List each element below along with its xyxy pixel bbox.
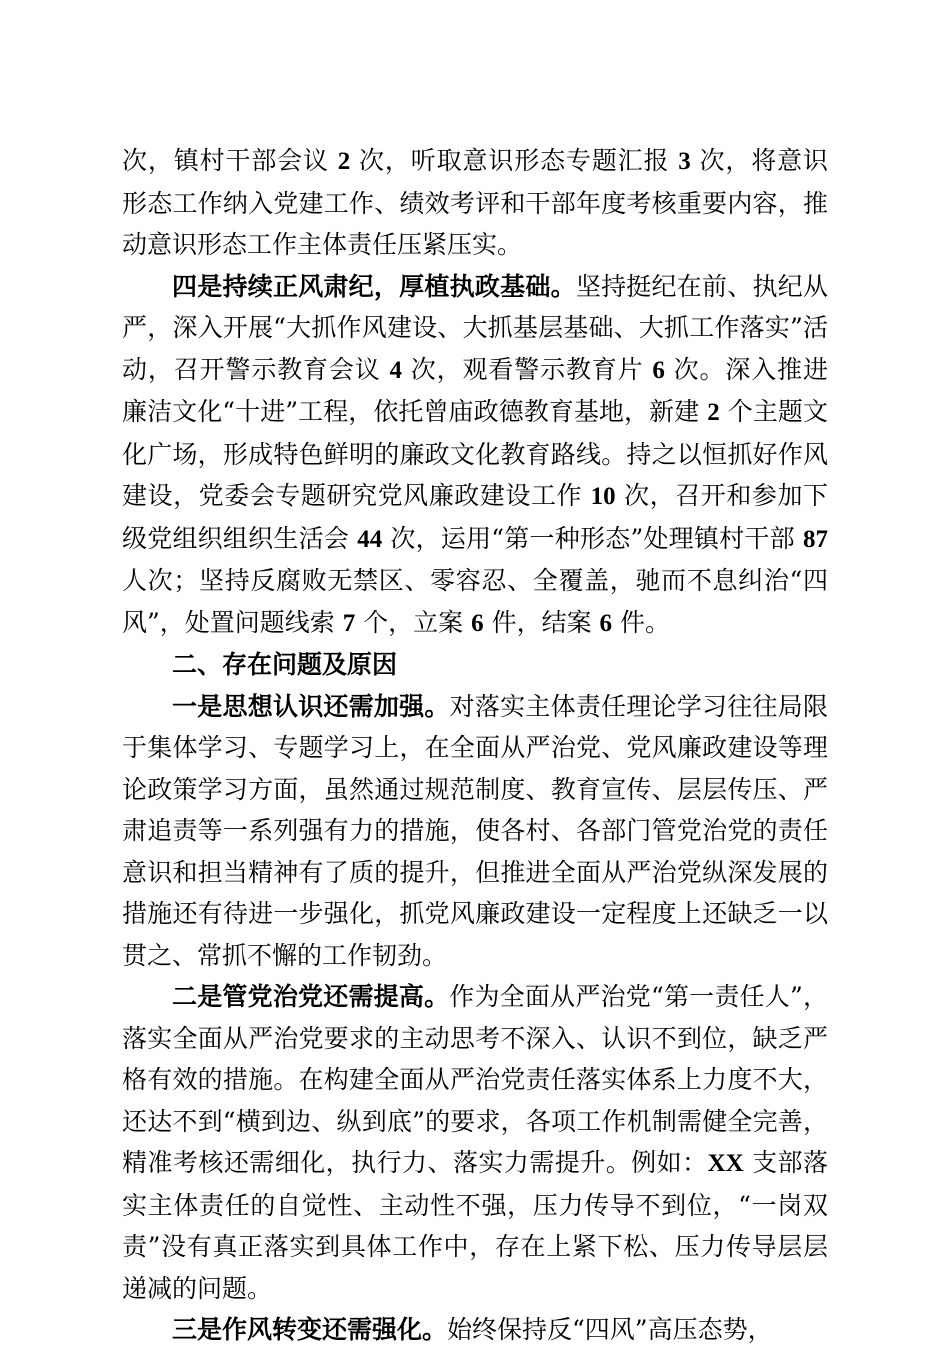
lead-sentence: 二、存在问题及原因 [172,650,398,679]
text-run: 次，将意识形态工作纳入党建工作、绩效考评和干部年度考核重要内容，推动意识形态工作主体责任压紧压实。 [122,146,829,259]
section-heading [122,644,828,686]
number-value: 6 [471,609,484,637]
number-value: 6 [599,609,613,637]
text-run: 次。深入推进廉洁文化“十进”工程，依托曾庙政德教育基地，新建 [122,354,828,426]
text-run: 始终保持反“四风”高压态势， [447,1315,773,1344]
number-value: 4 [389,356,402,384]
text-run: 支部落实主体责任的自觉性、主动性不强，压力传导不到位，“一岗双责”没有真正落实到具体工作中，存在上紧下松、压力传导层层递减的问题。 [122,1148,828,1303]
body-paragraph [122,266,828,645]
text-run: 件，结案 [483,607,600,637]
lead-sentence: 一是思想认识还需加强。 [172,691,450,721]
number-value: XX [707,1150,744,1177]
text-run: 作为全面从严治党“第一责任人”，落实全面从严治党要求的主动思考不深入、认识不到位，缺乏严格有效的措施。在构建全面从严治党责任落实体系上力度不大，还达不到“横到边、纵到底”的要求，各项工作机制需健全完善，精准考核还需细化，执行力、落实力需提升。例如： [122,982,828,1177]
text-run: 坚持挺纪在前、执纪从严，深入开展“大抓作风建设、大抓基层基础、大抓工作落实”活动，召开警示教育会议 [122,271,828,384]
number-value: 2 [337,148,351,175]
lead-sentence: 二是管党治党还需提高。 [172,982,450,1011]
number-value: 2 [707,399,720,426]
text-run: 次，运用“第一种形态”处理镇村干部 [382,523,803,553]
text-run: 次，观看警示教育片 [401,354,653,384]
text-run: 人次；坚持反腐败无禁区、零容忍、全覆盖，驰而不息纠治“四风”，处置问题线索 [122,566,828,637]
lead-sentence: 三是作风转变还需强化。 [172,1315,448,1344]
text-run: 个，立案 [355,607,472,637]
body-paragraph [122,976,828,1309]
text-run: 对落实主体责任理论学习往往局限于集体学习、专题学习上，在全面从严治党、党风廉政建设等理论政策学习方面，虽然通过规范制度、教育宣传、层层传压、严肃追责等一系列强有力的措施，使各村、各部门管党治党的责任意识和担当精神有了质的提升，但推进全面从严治党纵深发展的措施还有待进一步强化，抓党风廉政建设一定程度上还缺乏一以贯之、常抓不懈的工作韧劲。 [122,691,828,970]
text-run: 次，召开和参加下级党组织组织生活会 [122,481,828,553]
number-value: 7 [342,609,356,637]
body-paragraph [122,1309,828,1351]
number-value: 3 [678,148,691,175]
text-run: 次，听取意识形态专题汇报 [350,146,679,175]
text-run: 件。 [612,607,670,637]
number-value: 87 [803,525,828,553]
paragraph-continuation [122,140,828,266]
lead-sentence: 四是持续正风肃纪，厚植执政基础。 [172,271,576,301]
text-run: 个主题文化广场，形成特色鲜明的廉政文化教育路线。持之以恒抓好作风建设，党委会专题研究党风廉政建设工作 [122,397,828,510]
body-paragraph [122,686,828,977]
text-run: 次，镇村干部会议 [122,146,338,175]
number-value: 10 [590,483,616,510]
number-value: 44 [357,525,383,553]
number-value: 6 [652,356,665,384]
document-body [122,140,828,1351]
